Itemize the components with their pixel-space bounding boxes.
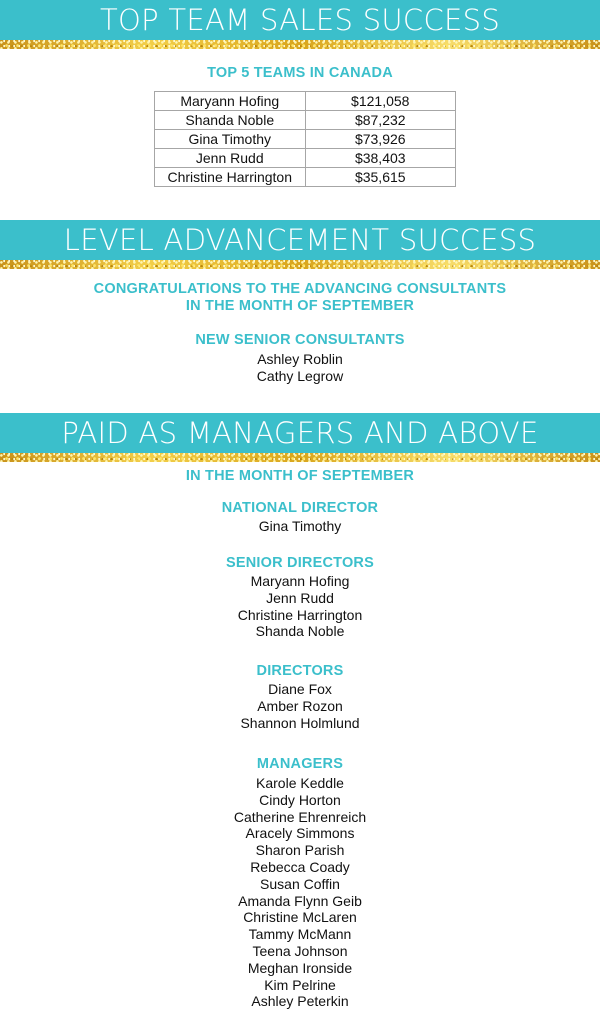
top-teams-heading: TOP 5 TEAMS IN CANADA [207, 65, 393, 81]
list-item: Aracely Simmons [245, 825, 355, 842]
national-director-heading: NATIONAL DIRECTOR [221, 500, 379, 516]
list-item: Cindy Horton [259, 791, 341, 808]
congrats-line-2: IN THE MONTH OF SEPTEMBER [185, 298, 415, 314]
list-item: Meghan Ironside [247, 959, 353, 976]
list-item: Susan Coffin [260, 875, 340, 892]
list-item: Jenn Rudd [266, 589, 334, 606]
list-item: Kim Pelrine [264, 976, 336, 993]
senior-directors-heading: SENIOR DIRECTORS [226, 555, 374, 571]
senior-consultants-list [0, 351, 600, 385]
managers-heading: MANAGERS [256, 756, 344, 772]
table-row [155, 149, 456, 168]
senior-consultants-heading: NEW SENIOR CONSULTANTS [195, 332, 405, 348]
team-sales-cell: $35,615 [305, 168, 455, 187]
list-item: Ashley Roblin [257, 351, 343, 367]
advancement-banner [0, 220, 600, 269]
team-sales-cell: $121,058 [305, 92, 455, 111]
team-name-cell: Jenn Rudd [155, 149, 306, 168]
list-item: Cathy Legrow [256, 367, 344, 384]
list-item: Shannon Holmlund [240, 714, 360, 731]
top-teams-table [154, 91, 456, 187]
list-item: Karole Keddle [256, 775, 344, 791]
managers-banner [0, 413, 600, 462]
list-item: Christine McLaren [243, 909, 357, 926]
list-item: Sharon Parish [255, 842, 345, 859]
team-name-cell: Christine Harrington [155, 168, 306, 187]
list-item: Amber Rozon [257, 697, 343, 714]
team-sales-cell: $38,403 [305, 149, 455, 168]
month-heading: IN THE MONTH OF SEPTEMBER [185, 468, 415, 484]
list-item: Tammy McMann [248, 926, 352, 943]
list-item: Teena Johnson [252, 942, 348, 959]
congrats-heading [0, 281, 600, 315]
directors-heading: DIRECTORS [256, 663, 344, 679]
table-row [155, 111, 456, 130]
sales-banner-title: TOP TEAM SALES SUCCESS [99, 3, 501, 37]
team-name-cell: Gina Timothy [155, 130, 306, 149]
list-item: Amanda Flynn Geib [238, 892, 362, 909]
directors-list [0, 681, 600, 731]
managers-banner-title: PAID AS MANAGERS AND ABOVE [61, 416, 539, 450]
list-item: Christine Harrington [237, 606, 363, 623]
list-item: Rebecca Coady [250, 858, 350, 875]
managers-list [0, 775, 600, 1010]
gold-glitter-divider [0, 453, 600, 462]
team-sales-cell: $87,232 [305, 111, 455, 130]
team-name-cell: Maryann Hofing [155, 92, 306, 111]
table-row [155, 130, 456, 149]
list-item: Shanda Noble [255, 623, 345, 640]
list-item: Diane Fox [268, 681, 332, 697]
senior-directors-list [0, 573, 600, 640]
gold-glitter-divider [0, 40, 600, 49]
national-director-list [0, 518, 600, 535]
list-item: Catherine Ehrenreich [233, 808, 367, 825]
gold-glitter-divider [0, 260, 600, 269]
table-row [155, 92, 456, 111]
advancement-banner-title: LEVEL ADVANCEMENT SUCCESS [63, 223, 537, 257]
list-item: Ashley Peterkin [251, 993, 349, 1010]
sales-banner [0, 0, 600, 49]
table-row [155, 168, 456, 187]
congrats-line-1: CONGRATULATIONS TO THE ADVANCING CONSULTANTS [93, 281, 507, 297]
team-name-cell: Shanda Noble [155, 111, 306, 130]
list-item: Gina Timothy [258, 518, 342, 534]
list-item: Maryann Hofing [250, 573, 350, 589]
team-sales-cell: $73,926 [305, 130, 455, 149]
